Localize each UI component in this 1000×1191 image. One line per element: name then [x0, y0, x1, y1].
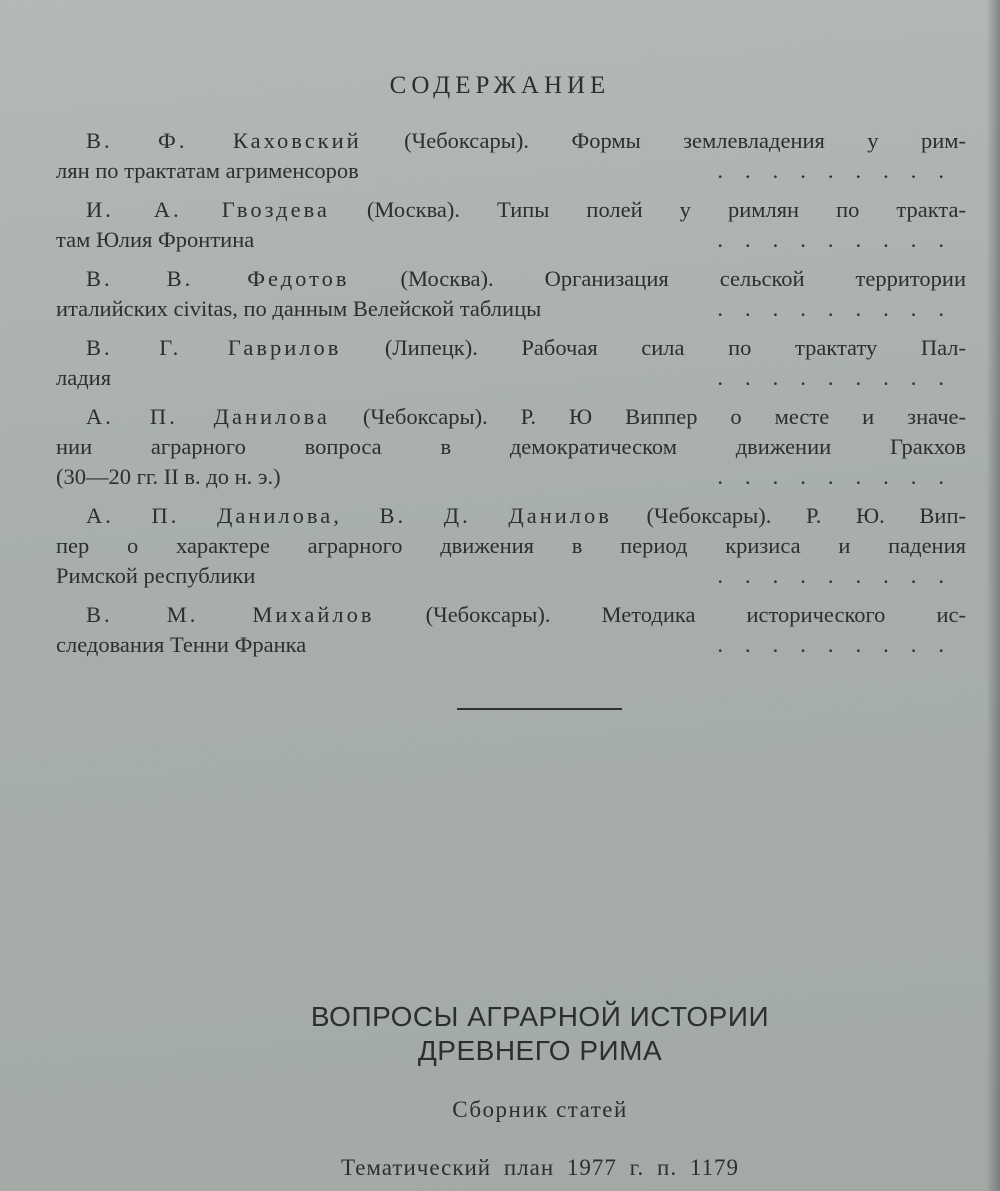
toc-entry-last-line — [56, 363, 966, 393]
book-title-line: ВОПРОСЫ АГРАРНОЙ ИСТОРИИ — [310, 1001, 770, 1032]
book-subtitle: Сборник статей — [452, 1097, 628, 1122]
toc-entry-text: (Липецк). Рабочая сила по трактату Пал- — [341, 335, 966, 360]
toc-entry-line — [86, 402, 966, 432]
toc-entry-text: италийских civitas, по данным Велейской таблицы — [56, 296, 542, 321]
toc-author: А. П. Данилова — [86, 404, 330, 429]
toc-title: СОДЕРЖАНИЕ — [389, 72, 611, 99]
toc-entry — [56, 402, 966, 492]
toc-entry-line: нии аграрного вопроса в демократическом движении Гракхов — [56, 434, 966, 459]
toc-entry-text: лян по трактатам агрименсоров — [56, 158, 359, 183]
table-of-contents — [56, 126, 966, 669]
toc-entry-text: (30—20 гг. II в. до н. э.) — [56, 464, 281, 489]
dot-leader: ......... — [717, 158, 966, 183]
dot-leader: ......... — [717, 632, 966, 657]
toc-entry-last-line — [56, 561, 966, 591]
toc-author: В. Ф. Каховский — [86, 128, 362, 153]
dot-leader: ......... — [717, 464, 966, 489]
toc-entry-text: (Чебоксары). Р. Ю Виппер о месте и значе- — [329, 404, 966, 429]
toc-entry — [56, 600, 966, 660]
toc-entry-line: пер о характере аграрного движения в период кризиса и падения — [56, 533, 966, 558]
toc-entry-text: (Чебоксары). Методика исторического ис- — [374, 602, 966, 627]
toc-entry — [56, 126, 966, 186]
toc-entry-last-line — [56, 225, 966, 255]
book-title-line: ДРЕВНЕГО РИМА — [417, 1035, 663, 1066]
toc-entry-line — [86, 264, 966, 294]
toc-entry — [56, 195, 966, 255]
toc-entry-text: ладия — [56, 365, 112, 390]
toc-author: А. П. Данилова, В. Д. Данилов — [86, 503, 612, 528]
toc-entry-text: (Москва). Организация сельской территории — [349, 266, 966, 291]
toc-entry-text: (Чебоксары). Р. Ю. Вип- — [611, 503, 966, 528]
toc-entry-last-line — [56, 156, 966, 186]
book-title — [0, 1000, 1000, 1068]
toc-entry — [56, 501, 966, 591]
toc-author: В. М. Михайлов — [86, 602, 375, 627]
dot-leader: ......... — [717, 227, 966, 252]
toc-entry-text: Римской республики — [56, 563, 256, 588]
toc-entry-text: следования Тенни Франка — [56, 632, 307, 657]
dot-leader: ......... — [717, 365, 966, 390]
toc-author: В. Г. Гаврилов — [86, 335, 342, 360]
toc-entry-last-line — [56, 630, 966, 660]
divider-rule — [457, 708, 622, 710]
toc-entry-line — [86, 333, 966, 363]
toc-entry-text: там Юлия Фронтина — [56, 227, 255, 252]
toc-entry-last-line — [56, 294, 966, 324]
toc-entry-text: (Москва). Типы полей у римлян по тракта- — [329, 197, 966, 222]
toc-entry-line — [86, 195, 966, 225]
toc-author: В. В. Федотов — [86, 266, 350, 291]
toc-entry-line — [86, 126, 966, 156]
toc-entry — [56, 264, 966, 324]
toc-author: И. А. Гвоздева — [86, 197, 330, 222]
publication-plan: Тематический план 1977 г. п. 1179 — [341, 1155, 739, 1180]
toc-entry-last-line — [56, 462, 966, 492]
page-edge-shadow — [986, 0, 1000, 1191]
toc-entry-line — [86, 600, 966, 630]
toc-entry-text: (Чебоксары). Формы землевладения у рим- — [361, 128, 966, 153]
toc-entry — [56, 333, 966, 393]
toc-entry-line — [86, 501, 966, 531]
dot-leader: ......... — [717, 296, 966, 321]
dot-leader: ......... — [717, 563, 966, 588]
